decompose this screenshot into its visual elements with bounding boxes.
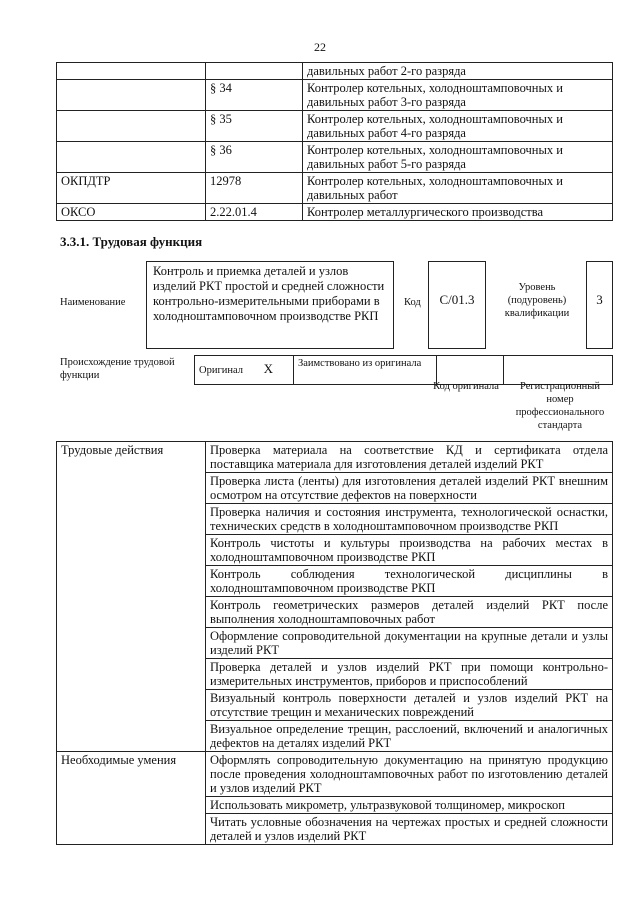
skills-label: Необходимые умения <box>57 752 206 845</box>
table-cell <box>57 142 206 173</box>
skill-item: Оформлять сопроводительную документацию на принятую продукцию после проведения холодноштамповочных работ по изготовлению деталей и узлов изделий РКТ <box>206 752 613 797</box>
origin-label: Происхождение трудовой функции <box>60 357 175 381</box>
table-cell: § 35 <box>206 111 303 142</box>
code-label: Код <box>404 297 421 308</box>
labor-action-item: Визуальный контроль поверхности деталей и узлов изделий РКТ на отсутствие трещин и механических повреждений <box>206 690 613 721</box>
original-label: Оригинал <box>199 365 243 376</box>
labor-action-item: Оформление сопроводительной документации на крупные детали и узлы изделий РКТ <box>206 628 613 659</box>
name-label: Наименование <box>60 297 126 308</box>
labor-action-item: Проверка листа (ленты) для изготовления деталей изделий РКТ внешним осмотром на отсутствие дефектов на поверхности <box>206 473 613 504</box>
table-row <box>57 442 613 473</box>
code-caption: Код оригинала <box>433 381 499 392</box>
labor-actions-label: Трудовые действия <box>57 442 206 752</box>
table-cell: ОКПДТР <box>57 173 206 204</box>
labor-action-item: Контроль соблюдения технологической дисциплины в холодноштамповочном производстве РКП <box>206 566 613 597</box>
table-cell <box>57 80 206 111</box>
table-cell: Контролер котельных, холодноштамповочных и давильных работ <box>303 173 613 204</box>
table-cell <box>57 111 206 142</box>
table-cell: Контролер котельных, холодноштамповочных и давильных работ 5-го разряда <box>303 142 613 173</box>
table-cell <box>206 63 303 80</box>
original-cell <box>195 356 294 385</box>
table-row <box>57 63 613 80</box>
page-number: 22 <box>314 40 326 54</box>
labor-action-item: Проверка материала на соответствие КД и сертификата отдела поставщика материала для изготовления деталей изделий РКТ <box>206 442 613 473</box>
table-cell: 12978 <box>206 173 303 204</box>
section-title: 3.3.1. Трудовая функция <box>60 234 203 249</box>
table-cell: § 34 <box>206 80 303 111</box>
original-mark: X <box>263 361 274 376</box>
table-row <box>57 204 613 221</box>
skill-item: Читать условные обозначения на чертежах простых и средней сложности деталей и узлов изделий РКТ <box>206 814 613 845</box>
table-cell: Контролер металлургического производства <box>303 204 613 221</box>
table-cell: Контролер котельных, холодноштамповочных и давильных работ 3-го разряда <box>303 80 613 111</box>
table-row <box>57 80 613 111</box>
reg-caption: Регистрационный номер профессионального стандарта <box>515 381 605 431</box>
labor-action-item: Проверка деталей и узлов изделий РКТ при помощи контрольно-измерительных инструментов, приборов и приспособлений <box>206 659 613 690</box>
level-value-box: 3 <box>586 261 613 349</box>
table-cell: Контролер котельных, холодноштамповочных и давильных работ 4-го разряда <box>303 111 613 142</box>
labor-action-item: Контроль геометрических размеров деталей изделий РКТ после выполнения холодноштамповочных работ <box>206 597 613 628</box>
function-code-box: C/01.3 <box>428 261 486 349</box>
table-row <box>57 752 613 797</box>
function-details-table <box>56 441 613 845</box>
skill-item: Использовать микрометр, ультразвуковой толщиномер, микроскоп <box>206 797 613 814</box>
labor-action-item: Визуальное определение трещин, расслоений, включений и аналогичных дефектов на деталях изделий РКТ <box>206 721 613 752</box>
labor-action-item: Проверка наличия и состояния инструмента, технологической оснастки, технических средств в холодноштамповочном производстве РКП <box>206 504 613 535</box>
table-cell: ОКСО <box>57 204 206 221</box>
table-cell: давильных работ 2-го разряда <box>303 63 613 80</box>
labor-action-item: Контроль чистоты и культуры производства на рабочих местах в холодноштамповочном производстве РКП <box>206 535 613 566</box>
table-cell <box>57 63 206 80</box>
classification-table <box>56 62 613 221</box>
table-cell: § 36 <box>206 142 303 173</box>
level-label: Уровень (подуровень) квалификации <box>504 282 570 319</box>
borrowed-cell: Заимствовано из оригинала <box>294 356 437 385</box>
table-row <box>57 142 613 173</box>
table-row <box>57 111 613 142</box>
function-name-box: Контроль и приемка деталей и узлов изделий РКТ простой и средней сложности контрольно-измерительными приборами в холодноштамповочном производстве РКП <box>146 261 394 349</box>
table-cell: 2.22.01.4 <box>206 204 303 221</box>
table-row <box>57 173 613 204</box>
